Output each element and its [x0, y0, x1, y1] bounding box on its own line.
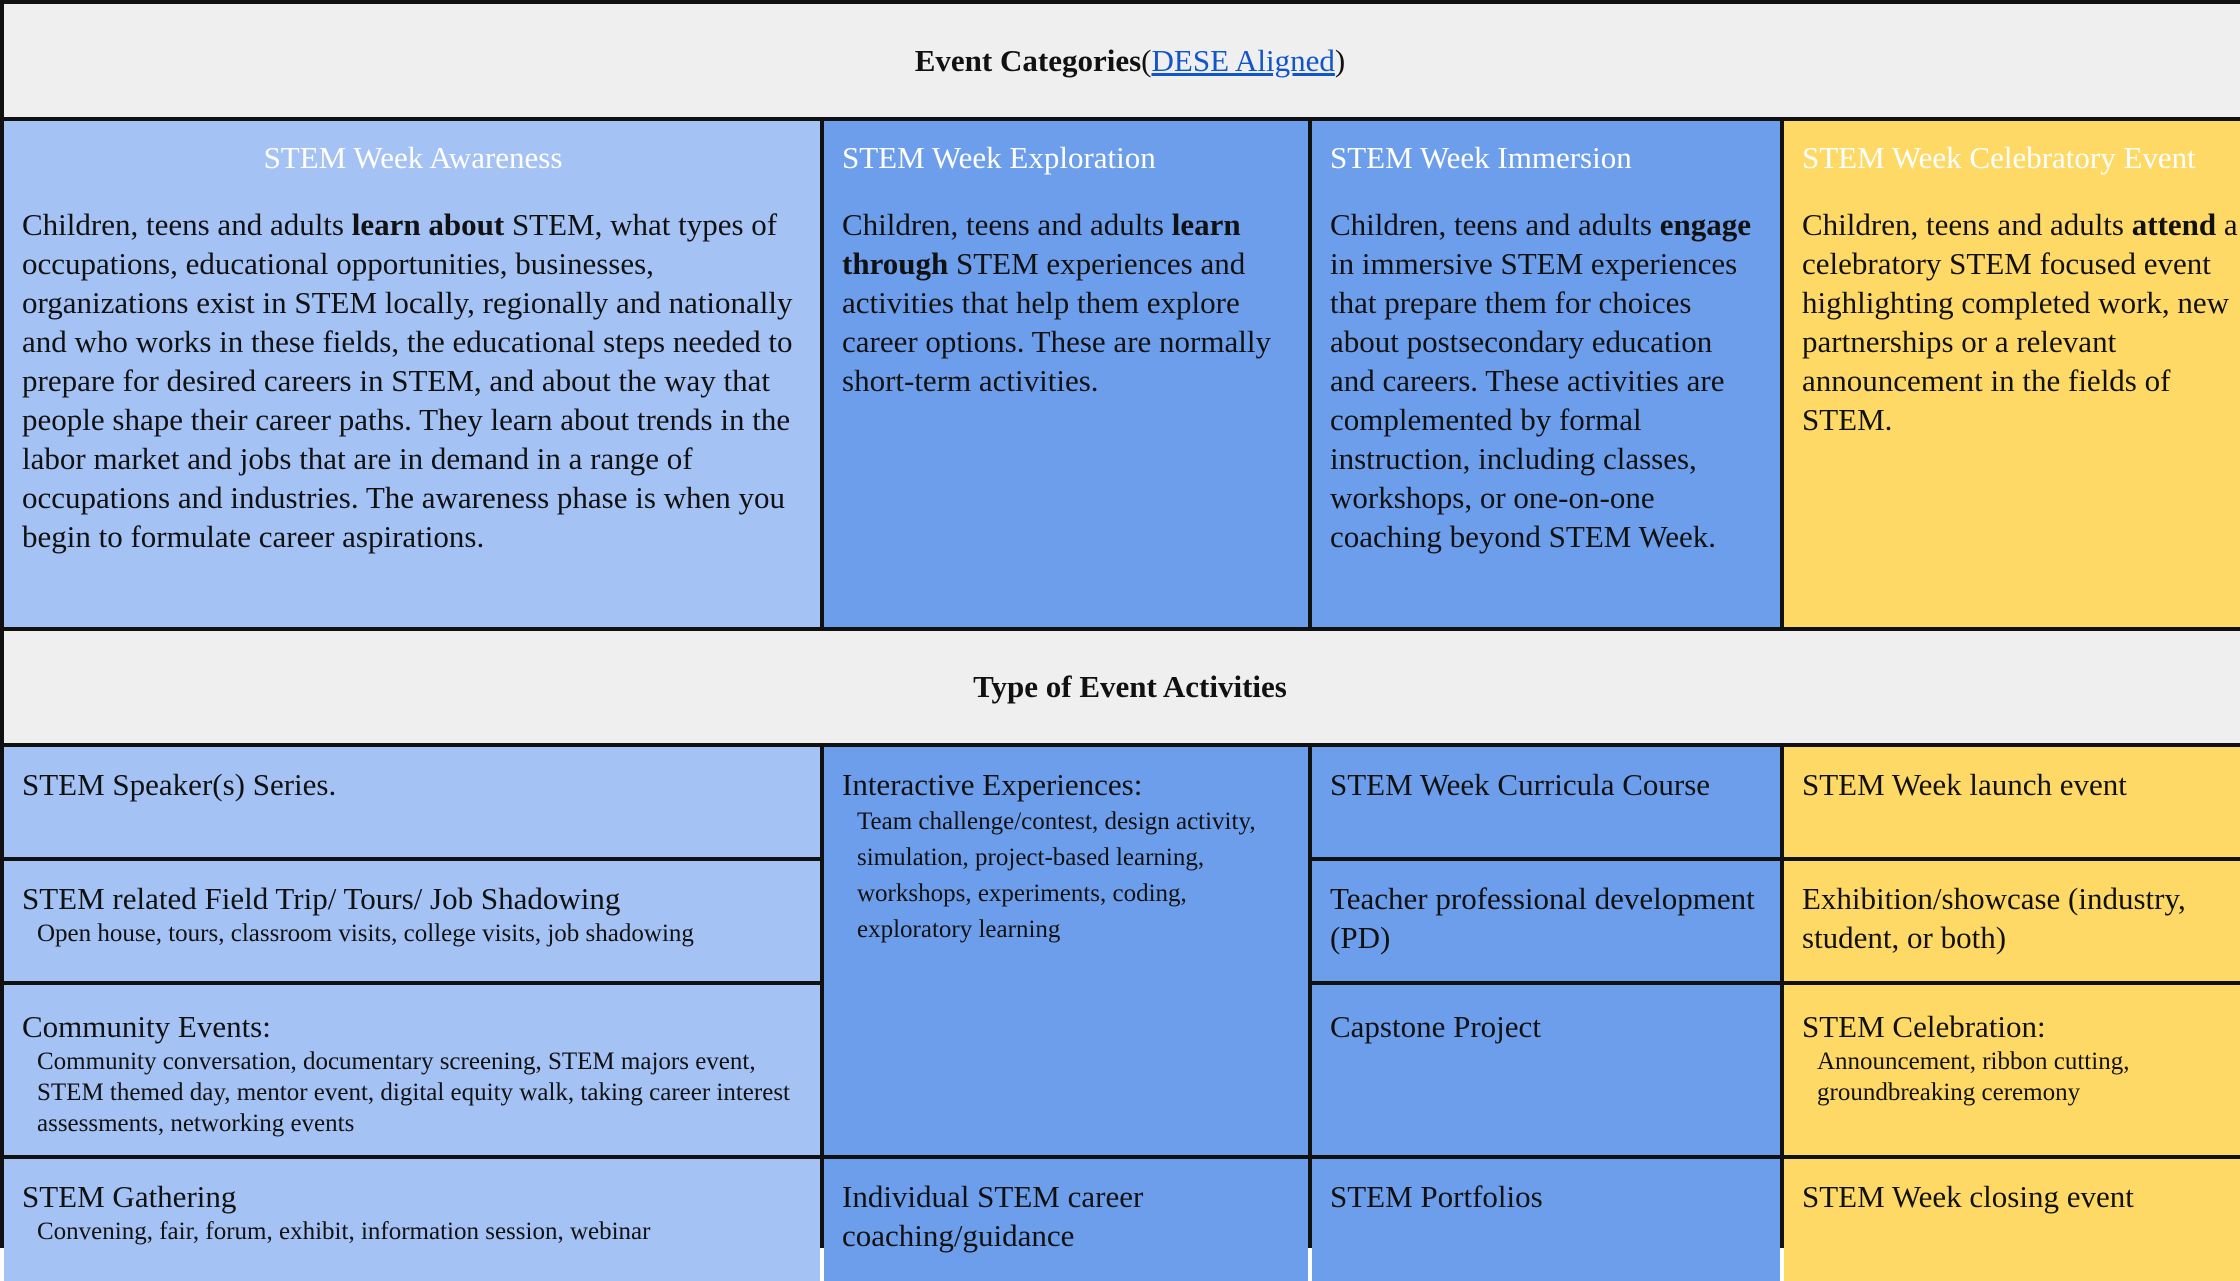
event-categories-header: Event Categories ( DESE Aligned ) — [4, 4, 2240, 117]
activity-details: Announcement, ribbon cutting, groundbreaking ceremony — [1817, 1048, 2130, 1106]
activity-cell — [1312, 1159, 1780, 1281]
category-description: Children, teens and adults engage in immersive STEM experiences that prepare them for choices about postsecondary education and careers. These activities are complemented by formal instruction, including classes, workshops, or one-on-one coaching beyond STEM Week. — [1330, 207, 1752, 554]
category-description: Children, teens and adults learn about STEM, what types of occupations, educational opportunities, businesses, organizations exist in STEM locally, regionally and nationally and who works in these fields, the educational steps needed to prepare for desired careers in STEM, and about the way that people shape their career paths. They learn about trends in the labor market and jobs that are in demand in a range of occupations and industries. The awareness phase is when you begin to formulate career aspirations. — [22, 207, 793, 554]
activity-title: STEM Celebration: — [1802, 1009, 2046, 1044]
activity-cell — [1784, 985, 2240, 1155]
activity-cell — [1784, 747, 2240, 857]
activity-title: STEM Gathering — [22, 1179, 237, 1214]
activity-title: STEM Week closing event — [1802, 1179, 2134, 1214]
activity-title: Teacher professional development (PD) — [1330, 881, 1755, 955]
category-celebratory — [1784, 121, 2240, 627]
activity-title: STEM Week launch event — [1802, 767, 2127, 802]
activity-title: Exhibition/showcase (industry, student, or both) — [1802, 881, 2186, 955]
activity-title: Individual STEM career coaching/guidance — [842, 1179, 1144, 1253]
event-activities-title: Type of Event Activities — [973, 669, 1287, 704]
activity-cell — [4, 747, 820, 857]
activity-title: STEM Portfolios — [1330, 1179, 1543, 1214]
activity-cell — [824, 1159, 1308, 1281]
category-description: Children, teens and adults learn through STEM experiences and activities that help them explore career options. These are normally short-term activities. — [842, 207, 1271, 398]
event-categories-title: Event Categories — [914, 42, 1142, 78]
activity-title: STEM related Field Trip/ Tours/ Job Shadowing — [22, 881, 621, 916]
activity-cell — [4, 985, 820, 1155]
activity-title: Capstone Project — [1330, 1009, 1541, 1044]
activity-cell — [824, 747, 1308, 1155]
category-title: STEM Week Exploration — [842, 140, 1156, 175]
activity-title: Interactive Experiences: — [842, 767, 1143, 802]
activity-cell — [1784, 1159, 2240, 1281]
activity-details: Open house, tours, classroom visits, college visits, job shadowing — [37, 920, 694, 947]
activity-cell — [1312, 747, 1780, 857]
activity-cell — [4, 861, 820, 981]
activity-title: STEM Week Curricula Course — [1330, 767, 1711, 802]
activity-cell — [4, 1159, 820, 1281]
event-activities-header — [4, 631, 2240, 743]
activity-cell — [1312, 861, 1780, 981]
activity-title: STEM Speaker(s) Series. — [22, 767, 337, 802]
category-description: Children, teens and adults attend a celebratory STEM focused event highlighting completed work, new partnerships or a relevant announcement in the fields of STEM. — [1802, 207, 2238, 437]
category-title: STEM Week Awareness — [263, 140, 563, 175]
category-title: STEM Week Celebratory Event — [1802, 140, 2196, 175]
category-awareness — [4, 121, 820, 627]
activity-cell — [1784, 861, 2240, 981]
category-title: STEM Week Immersion — [1330, 140, 1632, 175]
activity-details: Community conversation, documentary screening, STEM majors event, STEM themed day, mentor event, digital equity walk, taking career interest assessments, networking events — [37, 1048, 791, 1137]
activity-details: Convening, fair, forum, exhibit, information session, webinar — [37, 1218, 651, 1245]
activity-cell — [1312, 985, 1780, 1155]
category-exploration — [824, 121, 1308, 627]
dese-aligned-link[interactable]: DESE Aligned — [1151, 42, 1335, 78]
activity-title: Community Events: — [22, 1009, 271, 1044]
category-immersion — [1312, 121, 1780, 627]
activity-details: Team challenge/contest, design activity, simulation, project-based learning, workshops, experiments, coding, exploratory learning — [857, 808, 1256, 943]
